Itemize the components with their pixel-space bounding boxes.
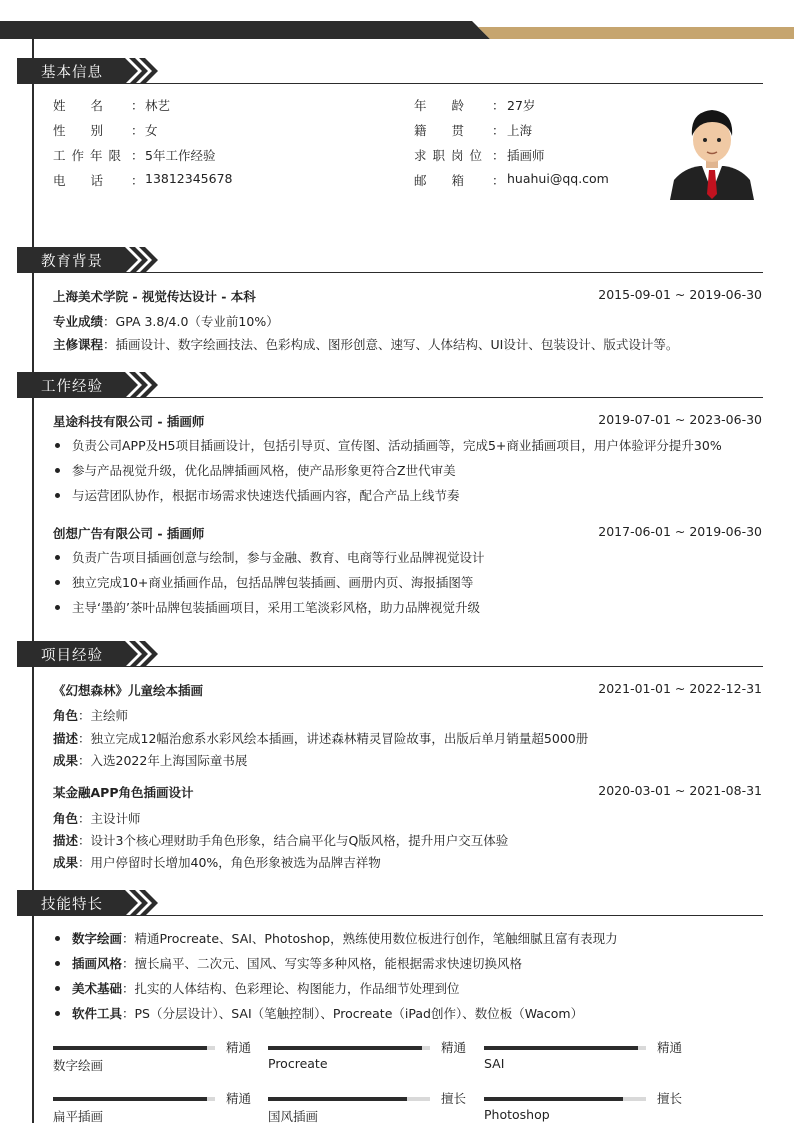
skill-fill xyxy=(268,1046,422,1050)
position-colon: ： xyxy=(492,148,505,163)
skill-fill xyxy=(268,1097,407,1101)
top-bar-dark xyxy=(0,21,490,39)
education-grade xyxy=(53,312,762,330)
skill-track xyxy=(484,1046,646,1050)
desc-value: ：设计3个核心理财助手角色形象，结合扁平化与Q版风格，提升用户交互体验 xyxy=(78,833,509,848)
skill-label: 美术基础 xyxy=(72,981,123,996)
gender-label: 性 别 xyxy=(53,123,104,138)
name-label: 姓 名 xyxy=(53,98,104,113)
skill-level: 精通 xyxy=(657,1040,683,1055)
top-bar-gold xyxy=(478,27,794,39)
name-colon: ： xyxy=(131,98,144,113)
section-title: 技能特长 xyxy=(41,897,103,913)
avatar xyxy=(664,100,760,200)
skill-name: Photoshop xyxy=(484,1107,550,1122)
list-item: 负责广告项目插画创意与绘制，参与金融、教育、电商等行业品牌视觉设计 xyxy=(53,549,762,574)
section-header-work xyxy=(17,372,763,398)
courses-label: 主修课程 xyxy=(53,337,104,352)
role-value: ：主绘师 xyxy=(78,708,129,723)
skill-name: 国风插画 xyxy=(268,1109,319,1124)
project-title-row xyxy=(53,681,762,699)
skill-name: 数字绘画 xyxy=(53,1058,104,1073)
job-title: 星途科技有限公司 - 插画师 xyxy=(53,414,205,429)
age-value: 27岁 xyxy=(507,98,536,113)
years-label: 工作年限 xyxy=(53,148,128,163)
section-header-skills xyxy=(17,890,763,916)
work-entry-title xyxy=(53,412,762,430)
skill-level: 擅长 xyxy=(441,1091,467,1106)
project-result xyxy=(53,853,762,871)
origin-label: 籍 贯 xyxy=(414,123,465,138)
skill-track xyxy=(53,1097,215,1101)
job-bullets xyxy=(53,437,762,512)
grade-label: 专业成绩 xyxy=(53,314,104,329)
project-result xyxy=(53,751,762,769)
stripes-icon xyxy=(113,890,173,916)
education-title: 上海美术学院 - 视觉传达设计 - 本科 xyxy=(53,289,256,304)
skill-track xyxy=(484,1097,646,1101)
section-title: 项目经验 xyxy=(41,648,103,664)
project-title-row xyxy=(53,783,762,801)
years-colon: ： xyxy=(131,148,144,163)
skill-name: SAI xyxy=(484,1056,505,1071)
result-label: 成果 xyxy=(53,855,79,870)
desc-label: 描述 xyxy=(53,833,79,848)
skill-name: Procreate xyxy=(268,1056,328,1071)
list-item: 独立完成10+商业插画作品，包括品牌包装插画、画册内页、海报插图等 xyxy=(53,574,762,599)
section-rule xyxy=(17,83,763,84)
skill-level: 精通 xyxy=(226,1040,252,1055)
section-title: 教育背景 xyxy=(41,254,103,270)
skill-text: ：扎实的人体结构、色彩理论、构图能力，作品细节处理到位 xyxy=(122,981,460,996)
project-title: 某金融APP角色插画设计 xyxy=(53,785,194,800)
list-item xyxy=(53,980,762,1005)
list-item: 与运营团队协作，根据市场需求快速迭代插画内容，配合产品上线节奏 xyxy=(53,487,762,512)
desc-value: ：独立完成12幅治愈系水彩风绘本插画，讲述森林精灵冒险故事，出版后单月销量超5000册 xyxy=(78,731,589,746)
list-item xyxy=(53,1005,762,1030)
work-entry-title xyxy=(53,524,762,542)
skill-fill xyxy=(53,1046,207,1050)
education-courses xyxy=(53,335,762,353)
list-item xyxy=(53,930,762,955)
skill-track xyxy=(268,1046,430,1050)
role-label: 角色 xyxy=(53,708,79,723)
project-title: 《幻想森林》儿童绘本插画 xyxy=(53,683,204,698)
project-date: 2021-01-01 ~ 2022-12-31 xyxy=(598,681,762,696)
skill-fill xyxy=(484,1097,623,1101)
top-decor-bar xyxy=(0,21,794,39)
skill-list xyxy=(53,930,762,1030)
result-value: ：用户停留时长增加40%，角色形象被选为品牌吉祥物 xyxy=(78,855,381,870)
project-date: 2020-03-01 ~ 2021-08-31 xyxy=(598,783,762,798)
education-date: 2015-09-01 ~ 2019-06-30 xyxy=(598,287,762,302)
skill-label: 插画风格 xyxy=(72,956,123,971)
section-title: 基本信息 xyxy=(41,65,103,81)
section-rule xyxy=(17,397,763,398)
skill-level: 精通 xyxy=(226,1091,252,1106)
job-bullets xyxy=(53,549,762,624)
skill-track xyxy=(268,1097,430,1101)
gender-colon: ： xyxy=(131,123,144,138)
stripes-icon xyxy=(113,58,173,84)
age-colon: ： xyxy=(492,98,505,113)
stripes-icon xyxy=(113,641,173,667)
gender-value: 女 xyxy=(145,123,158,138)
name-value: 林艺 xyxy=(145,98,171,113)
list-item: 主导‘墨韵’茶叶品牌包装插画项目，采用工笔淡彩风格，助力品牌视觉升级 xyxy=(53,599,762,624)
skill-text: ：PS（分层设计）、SAI（笔触控制）、Procreate（iPad创作）、数位板（Wacom） xyxy=(122,1006,584,1021)
phone-label: 电 话 xyxy=(53,173,104,188)
job-date: 2017-06-01 ~ 2019-06-30 xyxy=(598,524,762,539)
list-item: 负责公司APP及H5项目插画设计，包括引导页、宣传图、活动插画等，完成5+商业插画项目，用户体验评分提升30% xyxy=(53,437,762,462)
skill-fill xyxy=(53,1097,207,1101)
skill-label: 数字绘画 xyxy=(72,931,123,946)
role-value: ：主设计师 xyxy=(78,811,141,826)
section-title: 工作经验 xyxy=(41,379,103,395)
section-header-basic xyxy=(17,58,763,84)
skill-label: 软件工具 xyxy=(72,1006,123,1021)
job-date: 2019-07-01 ~ 2023-06-30 xyxy=(598,412,762,427)
email-value: huahui@qq.com xyxy=(507,171,609,186)
education-entry xyxy=(53,287,762,305)
section-header-education xyxy=(17,247,763,273)
stripes-icon xyxy=(113,247,173,273)
project-role xyxy=(53,809,762,827)
grade-value: ：GPA 3.8/4.0（专业前10%） xyxy=(103,314,279,329)
age-label: 年 龄 xyxy=(414,98,465,113)
skill-level: 精通 xyxy=(441,1040,467,1055)
skill-text: ：擅长扁平、二次元、国风、写实等多种风格，能根据需求快速切换风格 xyxy=(122,956,523,971)
section-rule xyxy=(17,915,763,916)
phone-value: 13812345678 xyxy=(145,171,233,186)
position-label: 求职岗位 xyxy=(414,148,489,163)
result-label: 成果 xyxy=(53,753,79,768)
section-rule xyxy=(17,272,763,273)
desc-label: 描述 xyxy=(53,731,79,746)
list-item: 参与产品视觉升级，优化品牌插画风格，使产品形象更符合Z世代审美 xyxy=(53,462,762,487)
list-item xyxy=(53,955,762,980)
phone-colon: ： xyxy=(131,173,144,188)
project-role xyxy=(53,706,762,724)
courses-value: ：插画设计、数字绘画技法、色彩构成、图形创意、速写、人体结构、UI设计、包装设计、版式设计等。 xyxy=(103,337,679,352)
skill-fill xyxy=(484,1046,638,1050)
role-label: 角色 xyxy=(53,811,79,826)
section-header-projects xyxy=(17,641,763,667)
origin-colon: ： xyxy=(492,123,505,138)
project-desc xyxy=(53,831,762,849)
skill-text: ：精通Procreate、SAI、Photoshop，熟练使用数位板进行创作，笔触细腻且富有表现力 xyxy=(122,931,618,946)
section-rule xyxy=(17,666,763,667)
left-vertical-line xyxy=(32,39,34,1123)
origin-value: 上海 xyxy=(507,123,533,138)
result-value: ：入选2022年上海国际童书展 xyxy=(78,753,248,768)
skill-level: 擅长 xyxy=(657,1091,683,1106)
position-value: 插画师 xyxy=(507,148,545,163)
project-desc xyxy=(53,729,762,747)
skill-name: 扁平插画 xyxy=(53,1109,104,1124)
stripes-icon xyxy=(113,372,173,398)
job-title: 创想广告有限公司 - 插画师 xyxy=(53,526,205,541)
years-value: 5年工作经验 xyxy=(145,148,216,163)
email-label: 邮 箱 xyxy=(414,173,465,188)
skill-track xyxy=(53,1046,215,1050)
email-colon: ： xyxy=(492,173,505,188)
